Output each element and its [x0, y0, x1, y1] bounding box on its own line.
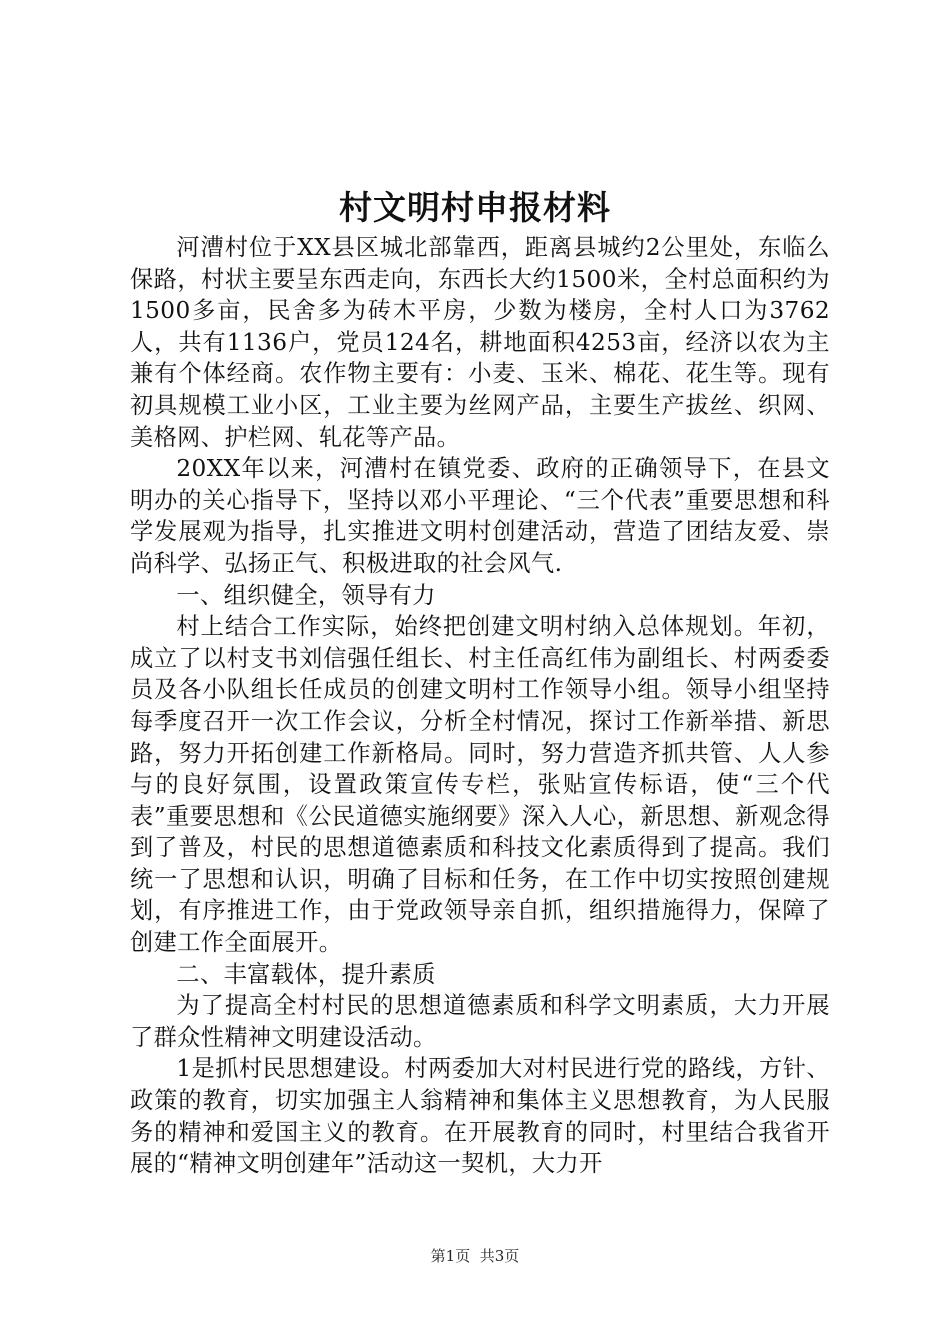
paragraph-intro: 河漕村位于XX县区城北部靠西，距离县城约2公里处，东临么保路，村状主要呈东西走向，东西长大约1500米，全村总面积约为1500多亩，民舍多为砖木平房，少数为楼房，全村人口为3762人，共有1136户，党员124名，耕地面积4253亩，经济以农为主兼有个体经商。农作物主要有：小麦、玉米、棉花、花生等。现有初具规模工业小区，工业主要为丝网产品，主要生产拔丝、织网、美格网、护栏网、轧花等产品。	[130, 234, 830, 451]
paragraph-overview: 20XX年以来，河漕村在镇党委、政府的正确领导下，在县文明办的关心指导下，坚持以邓小平理论、“三个代表”重要思想和科学发展观为指导，扎实推进文明村创建活动，营造了团结友爱、崇尚科学、弘扬正气、积极进取的社会风气.	[130, 455, 830, 577]
paragraph-section-2-item-1: 1是抓村民思想建设。村两委加大对村民进行党的路线，方针、政策的教育，切实加强主人翁精神和集体主义思想教育，为人民服务的精神和爱国主义的教育。在开展教育的同时，村里结合我省开展的“精神文明创建年”活动这一契机，大力开	[130, 1055, 830, 1178]
page-number: 第1页	[430, 1247, 471, 1265]
document-title: 村文明村申报材料	[339, 188, 611, 227]
section-heading-1: 一、组织健全，领导有力	[176, 581, 436, 609]
section-heading-2: 二、丰富载体，提升素质	[176, 960, 436, 988]
paragraph-section-2-intro: 为了提高全村村民的思想道德素质和科学文明素质，大力开展了群众性精神文明建设活动。	[130, 992, 830, 1051]
page-footer	[0, 1244, 950, 1268]
paragraph-section-1: 村上结合工作实际，始终把创建文明村纳入总体规划。年初，成立了以村支书刘信强任组长、村主任高红伟为副组长、村两委委员及各小队组长任成员的创建文明村工作领导小组。领导小组坚持每季度召开一次工作会议，分析全村情况，探讨工作新举措、新思路，努力开拓创建工作新格局。同时，努力营造齐抓共管、人人参与的良好氛围，设置政策宣传专栏，张贴宣传标语，使“三个代表”重要思想和《公民道德实施纲要》深入人心，新思想、新观念得到了普及，村民的思想道德素质和科技文化素质得到了提高。我们统一了思想和认识，明确了目标和任务，在工作中切实按照创建规划，有序推进工作，由于党政领导亲自抓，组织措施得力，保障了创建工作全面展开。	[130, 613, 830, 957]
page-total: 共3页	[479, 1247, 520, 1265]
document-body	[130, 232, 830, 1180]
